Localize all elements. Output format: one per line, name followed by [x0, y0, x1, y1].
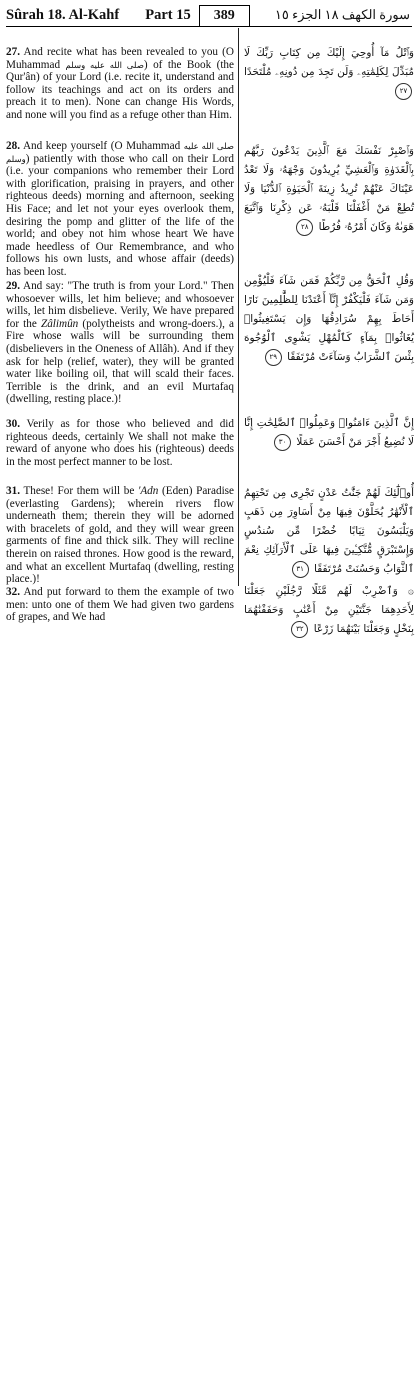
page-header [6, 4, 412, 27]
surah-title: Sûrah 18. Al-Kahf [6, 6, 120, 23]
verse-number: 32. [6, 586, 20, 598]
verse-text: And keep yourself (O Muhammad [22, 140, 184, 152]
verse-number: 28. [6, 140, 20, 152]
verse-end-marker: ٢٧ [395, 83, 412, 100]
page-number: 389 [199, 5, 250, 26]
verse-text: (polytheists and wrong-doers.), a Fire whose walls will be surrounding them (disbelievers in the Oneness of Allâh). And if they ask for help (relief, water), they will be granted water like boiling oil, that will scald their faces. Terrible is the drink, and an evil Murtafaq (dwelling, resting place.)! [6, 317, 234, 406]
arabic-text: وَٱتْلُ مَآ أُوحِيَ إِلَيْكَ مِن كِتَابِ رَبِّكَ لَا مُبَدِّلَ لِكَلِمَٰتِهِۦ وَلَن تَجِدَ مِن دُونِهِۦ مُلْتَحَدًا [244, 47, 414, 78]
verse-32-translation [6, 586, 234, 624]
verse-30-translation [6, 418, 234, 468]
verse-end-marker: ٣٠ [274, 434, 291, 451]
verse-text: ) patiently with those who call on their Lord (i.e. your companions who remember their Lord with glorification, praising in prayers, and other righteous deeds) morning and afternoon, seeking His Face; and let not your eyes overlook them, desiring the pomp and glitter of the life of the world; and obey not him whose heart We have made heedless of Our Remembrance, and who follows his own lusts, and whose affair (deeds) has been lost. [6, 152, 234, 278]
verse-28-arabic [244, 142, 414, 237]
verse-number: 31. [6, 485, 20, 497]
verse-number: 29. [6, 280, 20, 292]
verse-text: These! For them will be [23, 485, 138, 497]
arabic-text: وَٱصْبِرْ نَفْسَكَ مَعَ ٱلَّذِينَ يَدْعُونَ رَبَّهُم بِٱلْغَدَوٰةِ وَٱلْعَشِيِّ يُرِيدُونَ وَجْهَهُۥ وَلَا تَعْدُ عَيْنَاكَ عَنْهُمْ تُرِيدُ زِينَةَ ٱلْحَيَوٰةِ ٱلدُّنْيَا وَلَا تُطِعْ مَنْ أَغْفَلْنَا قَلْبَهُۥ عَن ذِكْرِنَا وَٱتَّبَعَ هَوَىٰهُ وَكَانَ أَمْرُهُۥ فُرُطًا [244, 145, 414, 233]
verse-text: And say: "The truth is from your Lord." Then whosoever wills, let him believe; and whosoever wills, let him disbelieve. Verily, We have prepared for the [6, 280, 234, 330]
arabic-text: ۞ وَٱضْرِبْ لَهُم مَّثَلًا رَّجُلَيْنِ جَعَلْنَا لِأَحَدِهِمَا جَنَّتَيْنِ مِنْ أَعْنَٰبٍ وَحَفَفْنَٰهُمَا بِنَخْلٍ وَجَعَلْنَا بَيْنَهُمَا زَرْعًا [244, 585, 414, 635]
verse-text: ) of the Book (the Qur'ân) of your Lord (i.e. recite it, understand and follow its teachings and act on its orders and preach it to men). None can change His Words, and none will you find as a refuge other than Him. [6, 58, 234, 121]
arabic-text: أُو۟لَٰٓئِكَ لَهُمْ جَنَّٰتُ عَدْنٍ تَجْرِى مِن تَحْتِهِمُ ٱلْأَنْهَٰرُ يُحَلَّوْنَ فِيهَا مِنْ أَسَاوِرَ مِن ذَهَبٍ وَيَلْبَسُونَ ثِيَابًا خُضْرًا مِّن سُندُسٍ وَإِسْتَبْرَقٍ مُّتَّكِـِٔينَ فِيهَا عَلَى ٱلْأَرَآئِكِ نِعْمَ ٱلثَّوَابُ وَحَسُنَتْ مُرْتَفَقًا [244, 487, 414, 575]
verse-28-translation [6, 140, 234, 279]
verse-italic: Zâlimûn [40, 317, 79, 330]
verse-27-arabic [244, 44, 414, 101]
verse-29-arabic [244, 272, 414, 367]
verse-29-translation [6, 280, 234, 406]
verse-end-marker: ٢٩ [265, 349, 282, 366]
honorific: صلى الله عليه وسلم [6, 141, 235, 164]
verse-text: Verily as for those who believed and did righteous deeds, certainly We shall not make the reward of anyone who does his (righteous) deeds in the most perfect manner to be lost. [6, 418, 234, 468]
arabic-text: إِنَّ ٱلَّذِينَ ءَامَنُوا۟ وَعَمِلُوا۟ ٱلصَّٰلِحَٰتِ إِنَّا لَا نُضِيعُ أَجْرَ مَنْ أَحْسَنَ عَمَلًا [244, 417, 414, 448]
verse-text: And put forward to them the example of two men: unto one of them We had given two gardens of grapes, and We had [6, 586, 234, 624]
verse-27-translation [6, 46, 234, 122]
verse-31-arabic [244, 484, 414, 579]
verse-text: (Eden) Paradise (everlasting Gardens); wherein rivers flow underneath them; therein they will be adorned with bracelets of gold, and they will wear green garments of fine and thick silk. They will recline therein on raised thrones. How good is the reward, and what an excellent Murtafaq (dwelling, resting place.)! [6, 485, 234, 586]
arabic-text: وَقُلِ ٱلْحَقُّ مِن رَّبِّكُمْ فَمَن شَآءَ فَلْيُؤْمِن وَمَن شَآءَ فَلْيَكْفُرْ إِنَّآ أَعْتَدْنَا لِلظَّٰلِمِينَ نَارًا أَحَاطَ بِهِمْ سُرَادِقُهَا وَإِن يَسْتَغِيثُوا۟ يُغَاثُوا۟ بِمَآءٍ كَٱلْمُهْلِ يَشْوِى ٱلْوُجُوهَ بِئْسَ ٱلشَّرَابُ وَسَآءَتْ مُرْتَفَقًا [244, 275, 414, 363]
part-label: Part 15 [145, 6, 191, 23]
verse-number: 27. [6, 46, 20, 58]
verse-end-marker: ٢٨ [296, 219, 313, 236]
column-divider [238, 28, 239, 586]
verse-end-marker: ٣٢ [291, 621, 308, 638]
verse-end-marker: ٣١ [292, 561, 309, 578]
verse-text: And recite what has been revealed to you (O Muhammad [6, 46, 234, 71]
verse-30-arabic [244, 414, 414, 452]
verse-32-arabic [244, 582, 414, 639]
verse-number: 30. [6, 418, 20, 430]
honorific: صلى الله عليه وسلم [65, 59, 144, 70]
verse-italic: 'Adn [137, 485, 159, 497]
arabic-header: سورة الكهف ١٨ الجزء ١٥ [274, 7, 410, 22]
verse-31-translation [6, 485, 234, 586]
